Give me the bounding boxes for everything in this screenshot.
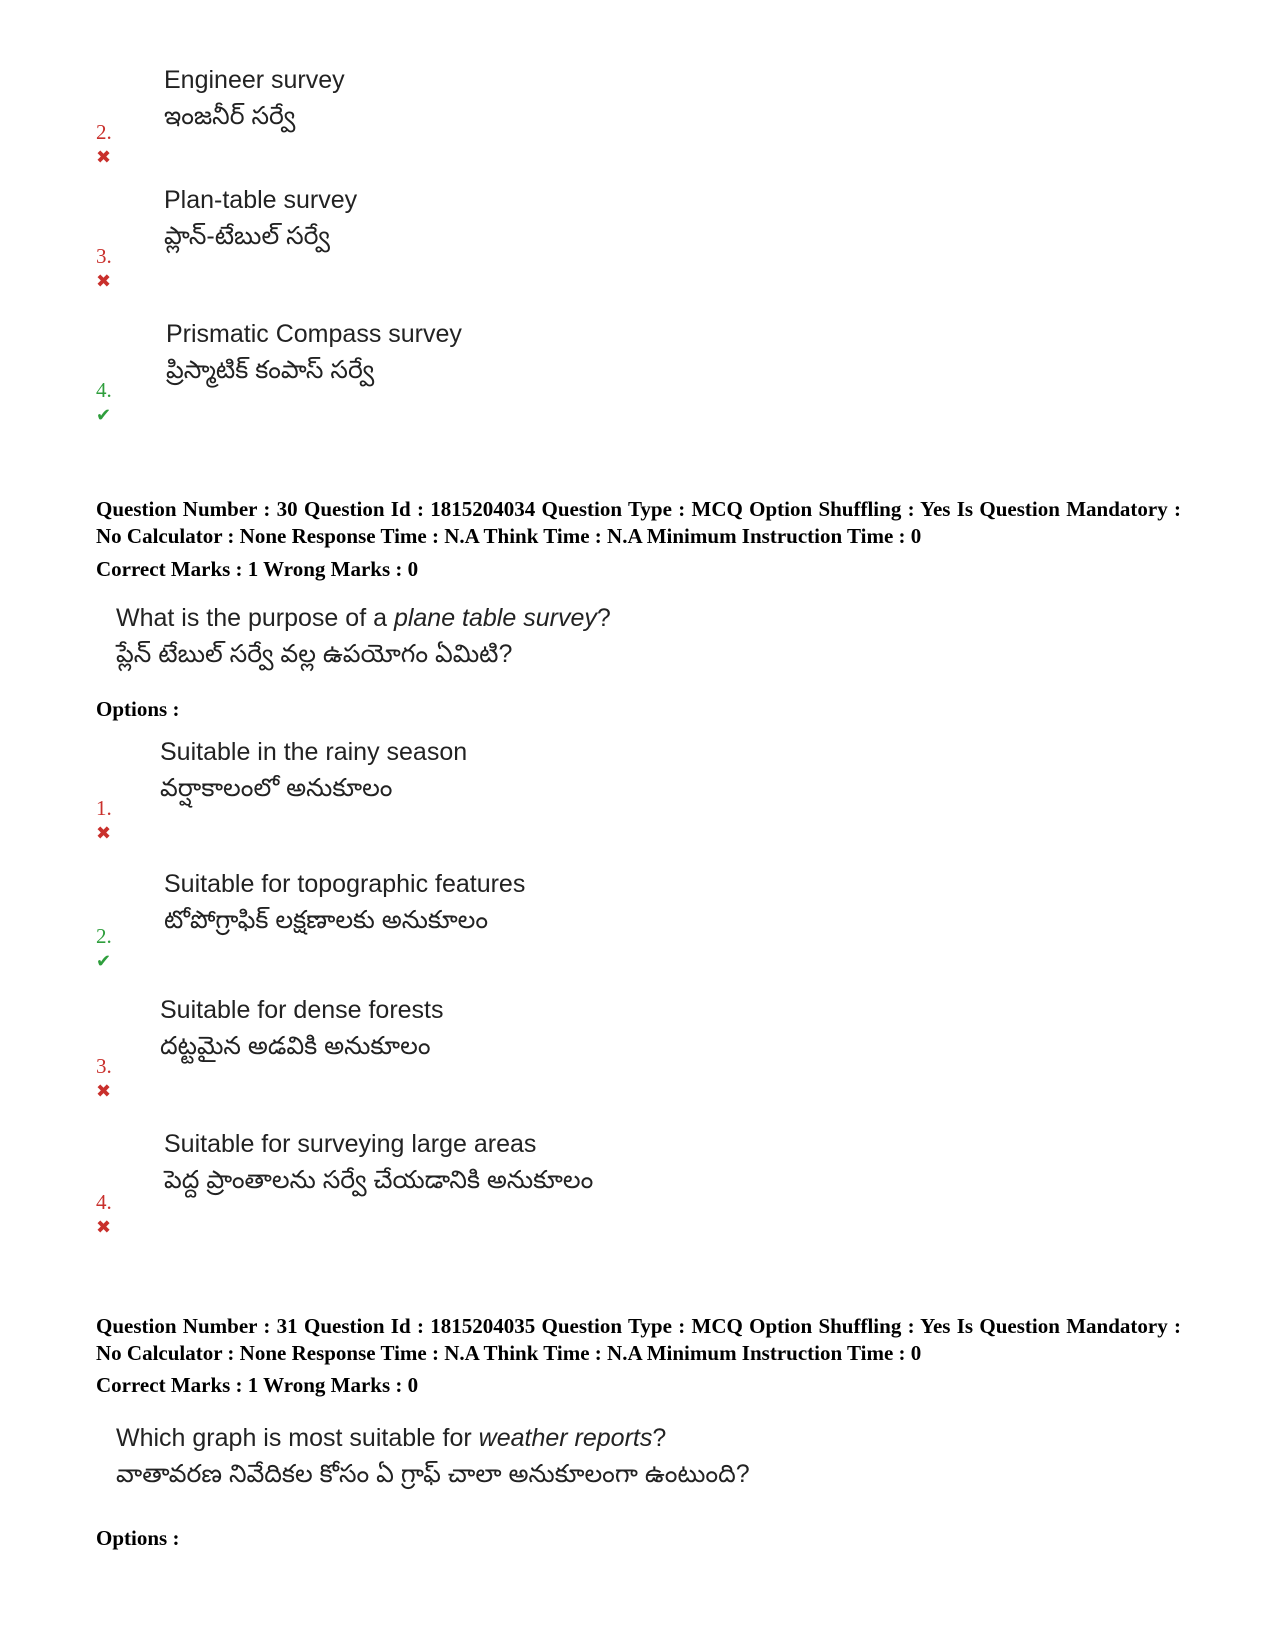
option-number: 1. [96, 796, 112, 820]
cross-icon: ✖ [96, 1081, 112, 1101]
options-label: Options : [96, 697, 180, 721]
option-text-en: Suitable for surveying large areas [164, 1130, 537, 1158]
option-text-te: టోపోగ్రాఫిక్ లక్షణాలకు అనుకూలం [164, 906, 489, 934]
option-text-te: ప్లాన్-టేబుల్ సర్వే [164, 222, 330, 250]
question-text [116, 600, 611, 672]
option-number: 3. [96, 244, 112, 268]
options-label: Options : [96, 1526, 180, 1550]
question-meta: Question Number : 30 Question Id : 1815204034 Question Type : MCQ Option Shuffling : Yes Is Question Mandatory : No Calculator : None Response Time : N.A Think Time : N.A Minimum Instruction Time : 0 [96, 497, 1181, 548]
check-icon: ✔ [96, 951, 112, 971]
question-meta: Question Number : 31 Question Id : 1815204035 Question Type : MCQ Option Shuffling : Yes Is Question Mandatory : No Calculator : None Response Time : N.A Think Time : N.A Minimum Instruction Time : 0 [96, 1314, 1181, 1365]
option-number: 4. [96, 378, 112, 402]
option-number: 4. [96, 1190, 112, 1214]
option-text-te: వర్షాకాలంలో అనుకూలం [160, 774, 393, 802]
option-text-te: ప్రిస్మాటిక్ కంపాస్ సర్వే [166, 356, 375, 384]
option-text-en: Suitable for topographic features [164, 870, 526, 898]
cross-icon: ✖ [96, 1217, 112, 1237]
question-text-te: ప్లేన్ టేబుల్ సర్వే వల్ల ఉపయోగం ఏమిటి? [116, 640, 513, 668]
option-text-en: Suitable in the rainy season [160, 738, 468, 766]
option-number: 2. [96, 120, 112, 144]
option-text-te: దట్టమైన అడవికి అనుకూలం [160, 1032, 431, 1060]
option-text-en: Prismatic Compass survey [166, 320, 462, 348]
question-text [116, 1420, 750, 1492]
cross-icon: ✖ [96, 147, 112, 167]
option-text-en: Suitable for dense forests [160, 996, 444, 1024]
question-text-en: Which graph is most suitable for weather reports? [116, 1424, 667, 1452]
cross-icon: ✖ [96, 823, 112, 843]
question-text-en: What is the purpose of a plane table survey? [116, 604, 611, 632]
question-text-te: వాతావరణ నివేదికల కోసం ఏ గ్రాఫ్ చాలా అనుకూలంగా ఉంటుంది? [116, 1460, 750, 1488]
option-number: 3. [96, 1054, 112, 1078]
question-marks: Correct Marks : 1 Wrong Marks : 0 [96, 557, 419, 581]
option-text-en: Plan-table survey [164, 186, 358, 214]
cross-icon: ✖ [96, 271, 112, 291]
option-text-te: పెద్ద ప్రాంతాలను సర్వే చేయడానికి అనుకూలం [164, 1166, 594, 1194]
option-text-te: ఇంజనీర్ సర్వే [164, 102, 296, 130]
option-number: 2. [96, 924, 112, 948]
option-text-en: Engineer survey [164, 66, 345, 94]
check-icon: ✔ [96, 405, 112, 425]
question-marks: Correct Marks : 1 Wrong Marks : 0 [96, 1373, 419, 1397]
